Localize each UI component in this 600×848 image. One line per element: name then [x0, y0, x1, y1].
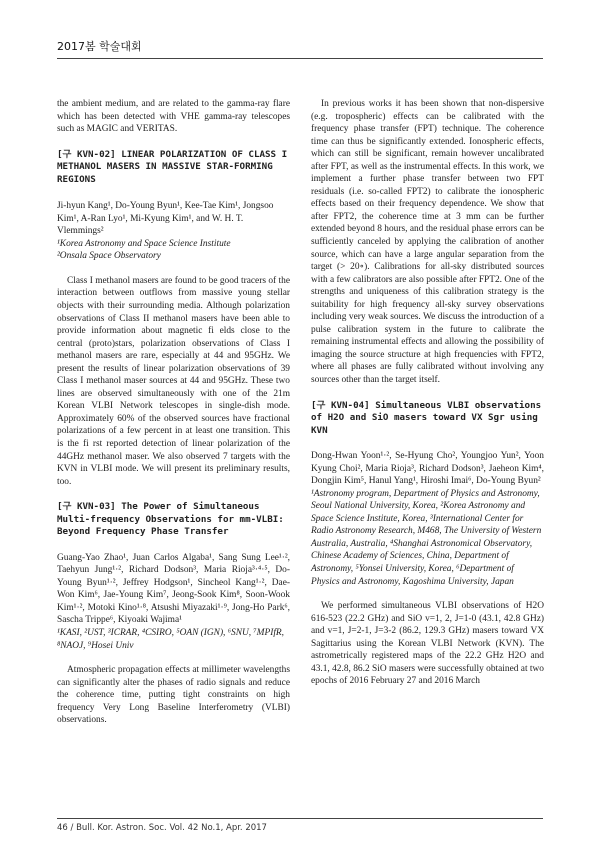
footer-citation: 46 / Bull. Kor. Astron. Soc. Vol. 42 No.1, Apr. 2017 [57, 823, 267, 833]
kvn04-abstract: We performed simultaneous VLBI observations of H2O 616-523 (22.2 GHz) and SiO v=1, 2, J=1-0 (43.1, 42.8 GHz) and v=1, J=2-1, J=3-2 (86.2, 129.3 GHz) masers toward VX Sagittarius using the Korean VLBI Network (KVN). The astrometrically registered maps of the 22.2 GHz H2O and 43.1, 42.8, 86.2 SiO masers were successfully obtained at two epochs of 2016 February 27 and 2016 March [311, 601, 544, 687]
kvn04-title: [구 KVN-04] Simultaneous VLBI observations of H2O and SiO masers toward VX Sgr using KVN [311, 399, 542, 436]
kvn02-affiliation-1: ¹Korea Astronomy and Space Science Institute [57, 238, 231, 249]
kvn03-abstract: Atmospheric propagation effects at millimeter wavelengths can significantly alter the phases of radio signals and reduce the coherence time, putting tight constraints on high frequency Very Long Baseline Interferometry (VLBI) observations. [57, 665, 290, 726]
journal-header: 2017봄 학술대회 [57, 40, 142, 53]
kvn03-title-main: [구 KVN-03] The Power of Simultaneous Multi-frequency Observations for mm-VLBI: [57, 501, 284, 525]
kvn02-affiliation-2: ²Onsala Space Observatory [57, 251, 161, 262]
kvn03-abstract-continued: In previous works it has been shown that non-dispersive (e.g. tropospheric) effects can be calibrated with the frequency phase transfer (FPT) technique. The coherence time can thus be significantly extended. Ionospheric effects, which can still be significant, remain however uncalibrated after FPT, as well as the instrumental effects. In this work, we implement a further phase transfer between two FPT residuals (i.e. so-called FPT2) to calibrate the ionospheric effects based on their frequency dependence. We show that after FPT2, the coherence time at 3 mm can be further extended beyond 8 hours, and the residual phase errors can be sufficiently canceled by applying the calibration of another source, which can have a large angular separation from the target (> 20∘). Calibrations for all-sky distributed sources with a few calibrators are also possible after FPT2. One of the strengths and uniqueness of this calibration strategy is the suitability for high frequency all-sky survey observations including very weak sources. We discuss the introduction of a pulse calibration system in the future to calibrate the remaining instrumental effects and allowing the possibility of imaging the source structure at high frequencies with FPT2, where all phases are fully calibrated without involving any sources other than the target itself. [311, 99, 544, 386]
left-column [57, 98, 290, 727]
kvn03-authors: Guang-Yao Zhao¹, Juan Carlos Algaba¹, Sang Sung Lee¹·², Taehyun Jung¹·², Richard Dodson³, Maria Rioja³·⁴·⁵, Do-Young Byun¹·², Jeffrey Hodgson¹, Sincheol Kang¹·², Dae-Won Kim⁶, Jae-Young Kim⁷, Jeong-Sook Kim⁸, Soon-Wook Kim¹·², Motoki Kino¹·⁸, Atsushi Miyazaki¹·⁹, Jong-Ho Park⁶, Sascha Trippe⁶, Kiyoaki Wajima¹ [57, 552, 290, 626]
right-column [311, 98, 544, 688]
kvn03-subtitle: Beyond Frequency Phase Transfer [57, 526, 229, 538]
kvn03-title [57, 501, 290, 539]
kvn03-affiliations: ¹KASI, ²UST, ³ICRAR, ⁴CSIRO, ⁵OAN (IGN), ⁶SNU, ⁷MPIfR, ⁸NAOJ, ⁹Hosei Univ [57, 627, 284, 651]
previous-abstract-ending: the ambient medium, and are related to the gamma-ray flare which has been detected with VHE gamma-ray telescopes such as MAGIC and VERITAS. [57, 99, 290, 135]
kvn04-affiliations: ¹Astronomy program, Department of Physics and Astronomy, Seoul National University, Korea, ²Korea Astronomy and Space Science Institute, Korea, ³International Center for Radio Astronomy Research, M468, The University of Western Australia, Australia, ⁴Shanghai Astronomical Observatory, Chinese Academy of Sciences, China, Department of Astronomy, ⁵Yonsei University, Korea, ⁶Department of Physics and Astronomy, Kagoshima University, Japan [311, 488, 542, 587]
footer-rule [57, 818, 543, 819]
kvn02-title: [구 KVN-02] LINEAR POLARIZATION OF CLASS I METHANOL MASERS IN MASSIVE STAR-FORMING REGIONS [57, 148, 288, 185]
kvn02-abstract: Class I methanol masers are found to be good tracers of the interaction between outflows from massive young stellar objects with their surrounding media. Although polarization observations of Class II methanol masers have been able to provide information about magnetic fi elds close to the central (proto)stars, polarization observations of Class I methanol masers are rare, especially at 44 and 95GHz. We present the results of linear polarization observations of 39 Class I methanol maser sources at 44 and 95GHz. These two lines are observed simultaneously with one of the 21m Korean VLBI Network telescopes in single-dish mode. Approximately 60% of the observed sources have fractional polarizations of a few percent in at least one transition. This is the fi rst reported detection of linear polarization of the 44GHz methanol maser. We also observed 7 targets with the KVN in VLBI mode. We will present its preliminary results, too. [57, 275, 290, 487]
header-rule [57, 58, 543, 59]
kvn04-authors: Dong-Hwan Yoon¹·², Se-Hyung Cho², Youngjoo Yun², Yoon Kyung Choi², Maria Rioja³, Richard Dodson³, Jaeheon Kim⁴, Dongjin Kim⁵, Hanul Yang¹, Hiroshi Imai⁶, Do-Young Byun² [311, 451, 544, 487]
kvn02-authors: Ji-hyun Kang¹, Do-Young Byun¹, Kee-Tae Kim¹, Jongsoo Kim¹, A-Ran Lyo¹, Mi-Kyung Kim¹, and W. H. T. Vlemmings² [57, 201, 274, 237]
